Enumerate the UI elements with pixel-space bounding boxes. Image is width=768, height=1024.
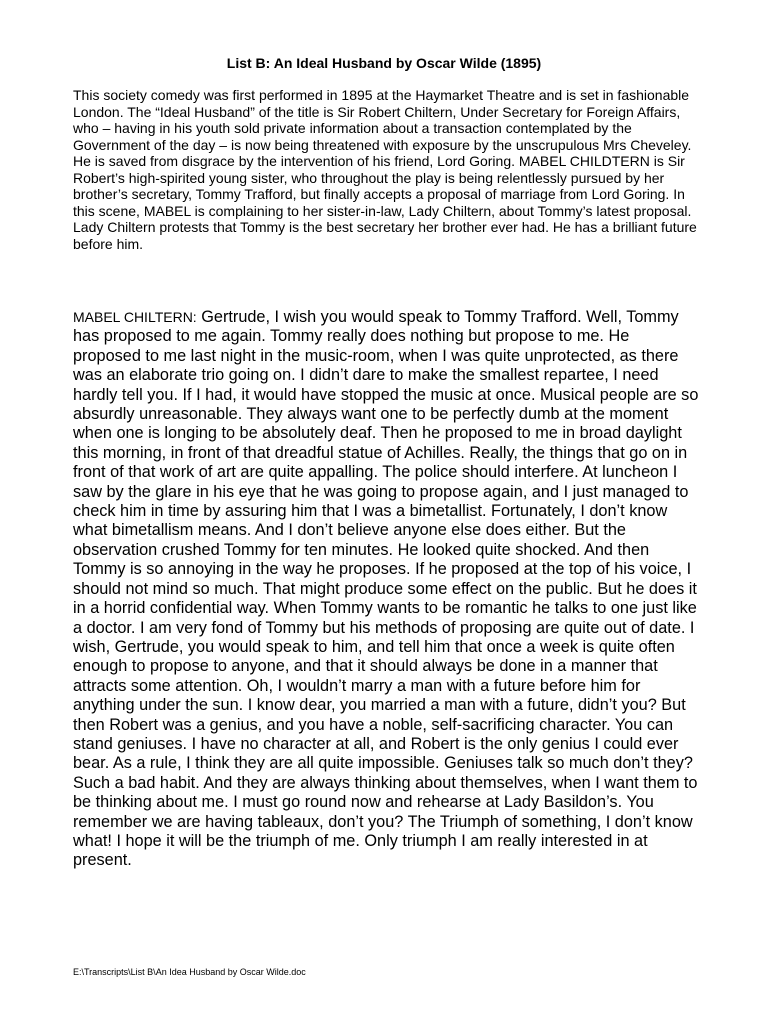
speaker-name: MABEL CHILTERN: [73,309,197,325]
intro-paragraph: This society comedy was first performed in 1895 at the Haymarket Theatre and is set in fashionable London. The “Ideal Husband” of the title is Sir Robert Chiltern, Under Secretary for Foreign Affairs, who – having in his youth sold private information about a transaction contemplated by the Government of the day – is now being threatened with exposure by the unscrupulous Mrs Cheveley. He is saved from disgrace by the intervention of his friend, Lord Goring. MABEL CHILDTERN is Sir Robert’s high-spirited young sister, who throughout the play is being relentlessly pursued by her brother’s secretary, Tommy Trafford, but finally accepts a proposal of marriage from Lord Goring. In this scene, MABEL is complaining to her sister-in-law, Lady Chiltern, about Tommy’s latest proposal. Lady Chiltern protests that Tommy is the best secretary her brother ever had. He has a brilliant future before him. [73,87,697,252]
footer-file-path: E:\Transcripts\List B\An Idea Husband by Oscar Wilde.doc [73,967,306,977]
monologue [73,308,699,871]
monologue-text: Gertrude, I wish you would speak to Tommy Trafford. Well, Tommy has proposed to me again. Tommy really does nothing but propose to me. He proposed to me last night in the music-room, when I was quite unprotected, as there was an elaborate trio going on. I didn’t dare to make the smallest repartee, I need hardly tell you. If I had, it would have stopped the music at once. Musical people are so absurdly unreasonable. They always want one to be perfectly dumb at the moment when one is longing to be absolutely deaf. Then he proposed to me in broad daylight this morning, in front of that dreadful statue of Achilles. Really, the things that go on in front of that work of art are quite appalling. The police should interfere. At luncheon I saw by the glare in his eye that he was going to propose again, and I just managed to check him in time by assuring him that I was a bimetallist. Fortunately, I don’t know what bimetallism means. And I don’t believe anyone else does either. But the observation crushed Tommy for ten minutes. He looked quite shocked. And then Tommy is so annoying in the way he proposes. If he proposed at the top of his voice, I should not mind so much. That might produce some effect on the public. But he does it in a horrid confidential way. When Tommy wants to be romantic he talks to one just like a doctor. I am very fond of Tommy but his methods of proposing are quite out of date. I wish, Gertrude, you would speak to him, and tell him that once a week is quite often enough to propose to anyone, and that it should always be done in a manner that attracts some attention. Oh, I wouldn’t marry a man with a future before him for anything under the sun. I know dear, you married a man with a future, didn’t you? But then Robert was a genius, and you have a noble, self-sacrificing character. You can stand geniuses. I have no character at all, and Robert is the only genius I could ever bear. As a rule, I think they are all quite impossible. Geniuses talk so much don’t they? Such a bad habit. And they are always thinking about themselves, when I want them to be thinking about me. I must go round now and rehearse at Lady Basildon’s. You remember we are having tableaux, don’t you? The Triumph of something, I don’t know what! I hope it will be the triumph of me. Only triumph I am really interested in at present. [73,308,699,870]
page-title: List B: An Ideal Husband by Oscar Wilde (1895) [226,55,542,71]
